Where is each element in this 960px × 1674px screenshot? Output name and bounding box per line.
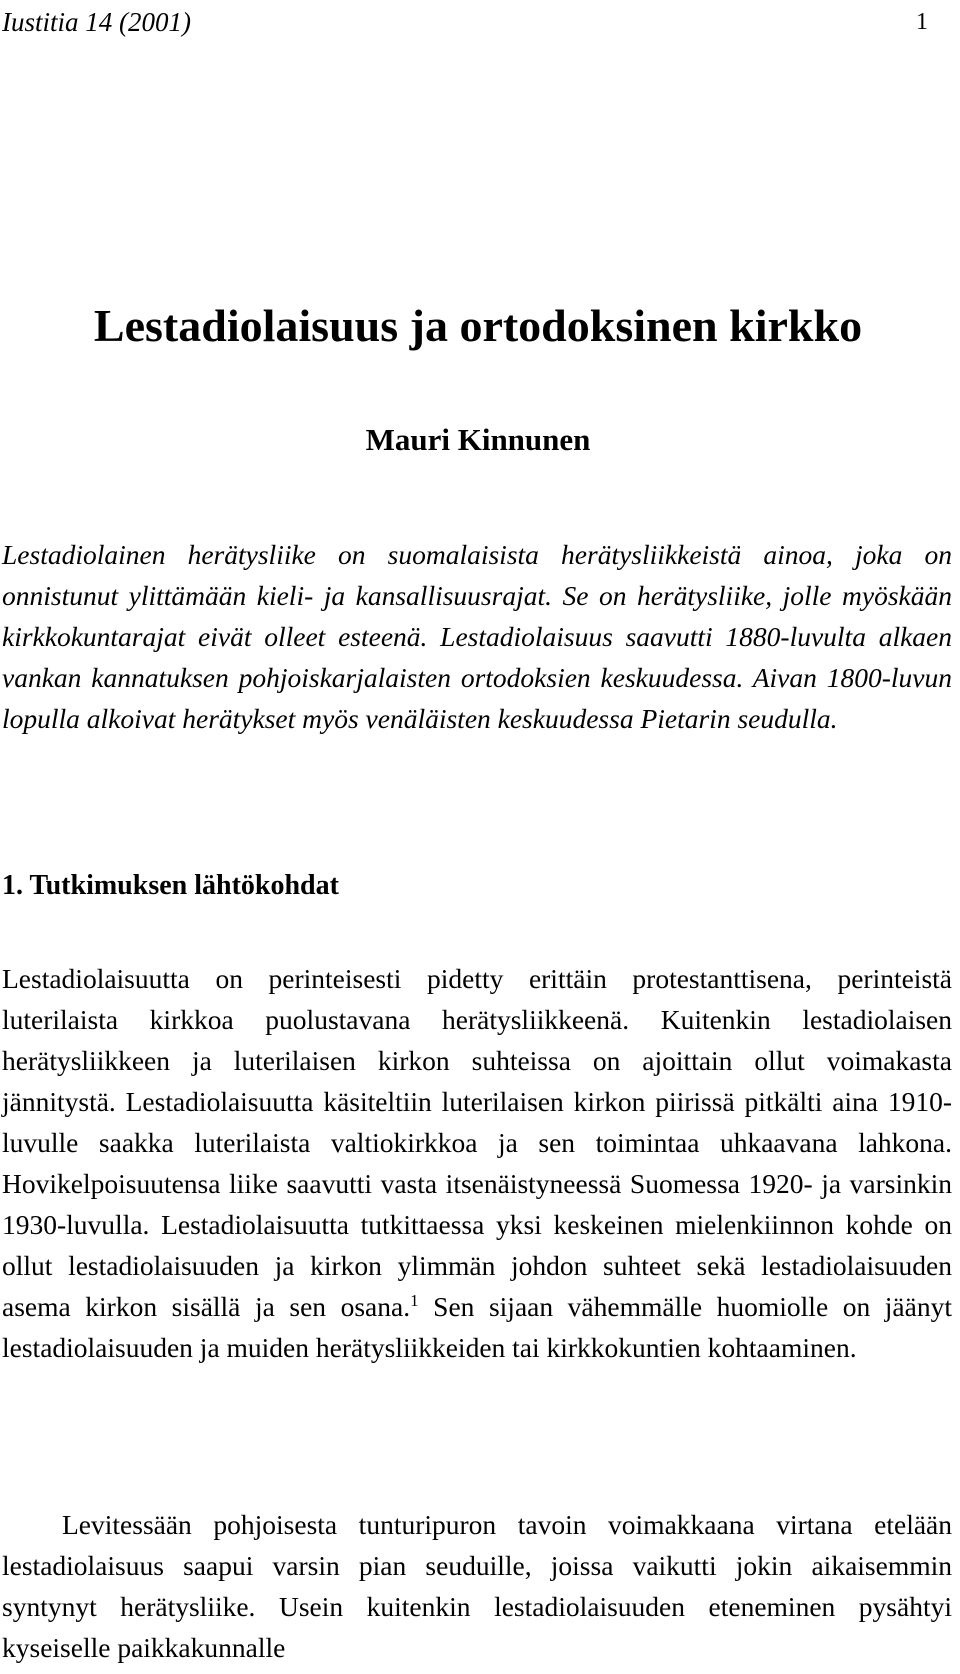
body-paragraph-2: Levitessään pohjoisesta tunturipuron tavoin voimakkaana virtana etelään lestadiolaisuus saapui varsin pian seuduille, joissa vaikutti jokin aikaisemmin syntynyt herätysliike. Usein kuitenkin lestadiolaisuuden eteneminen pysähtyi kyseiselle paikkakunnalle <box>2 1509 952 1663</box>
article-title: Lestadiolaisuus ja ortodoksinen kirkko <box>93 300 863 351</box>
abstract-paragraph: Lestadiolainen herätysliike on suomalaisista herätysliikkeistä ainoa, joka on onnistunut ylittämään kieli- ja kansallisuusrajat. Se on herätysliike, jolle myöskään kirkkokuntarajat eivät olleet esteenä. Lestadiolaisuus saavutti 1880-luvulta alkaen vankan kannatuksen pohjoiskarjalaisten ortodoksien keskuudessa. Aivan 1800-luvun lopulla alkoivat herätykset myös venäläisten keskuudessa Pietarin seudulla. <box>2 539 952 734</box>
page-number: 1 <box>916 9 928 35</box>
body-paragraph-1 <box>2 958 952 1368</box>
journal-citation: Iustitia 14 (2001) <box>2 7 191 37</box>
body-paragraph-1-continuation: Sen sijaan vähemmälle huomiolle on jäänyt lestadiolaisuuden ja muiden herätysliikkeiden tai kirkkokuntien kohtaaminen. <box>2 1291 952 1363</box>
running-header <box>2 4 958 40</box>
body-paragraph-1-text: Lestadiolaisuutta on perinteisesti pidetty erittäin protestanttisena, perinteistä luterilaista kirkkoa puolustavana herätysliikkeenä. Kuitenkin lestadiolaisen herätysliikkeen ja luterilaisen kirkon suhteissa on ajoittain ollut voimakasta jännitystä. Lestadiolaisuutta käsiteltiin luterilaisen kirkon piirissä pitkälti aina 1910-luvulle saakka luterilaista valtiokirkkoa ja sen toimintaa uhkaavana lahkona. Hovikelpoisuutensa liike saavutti vasta itsenäistyneessä Suomessa 1920- ja varsinkin 1930-luvulla. Lestadiolaisuutta tutkittaessa yksi keskeinen mielenkiinnon kohde on ollut lestadiolaisuuden ja kirkon ylimmän johdon suhteet sekä lestadiolaisuuden asema kirkon sisällä ja sen osana. <box>2 963 952 1322</box>
footnote-reference[interactable]: 1 <box>410 1290 419 1310</box>
article-author: Mauri Kinnunen <box>365 422 591 457</box>
section-heading: 1. Tutkimuksen lähtökohdat <box>2 870 339 901</box>
